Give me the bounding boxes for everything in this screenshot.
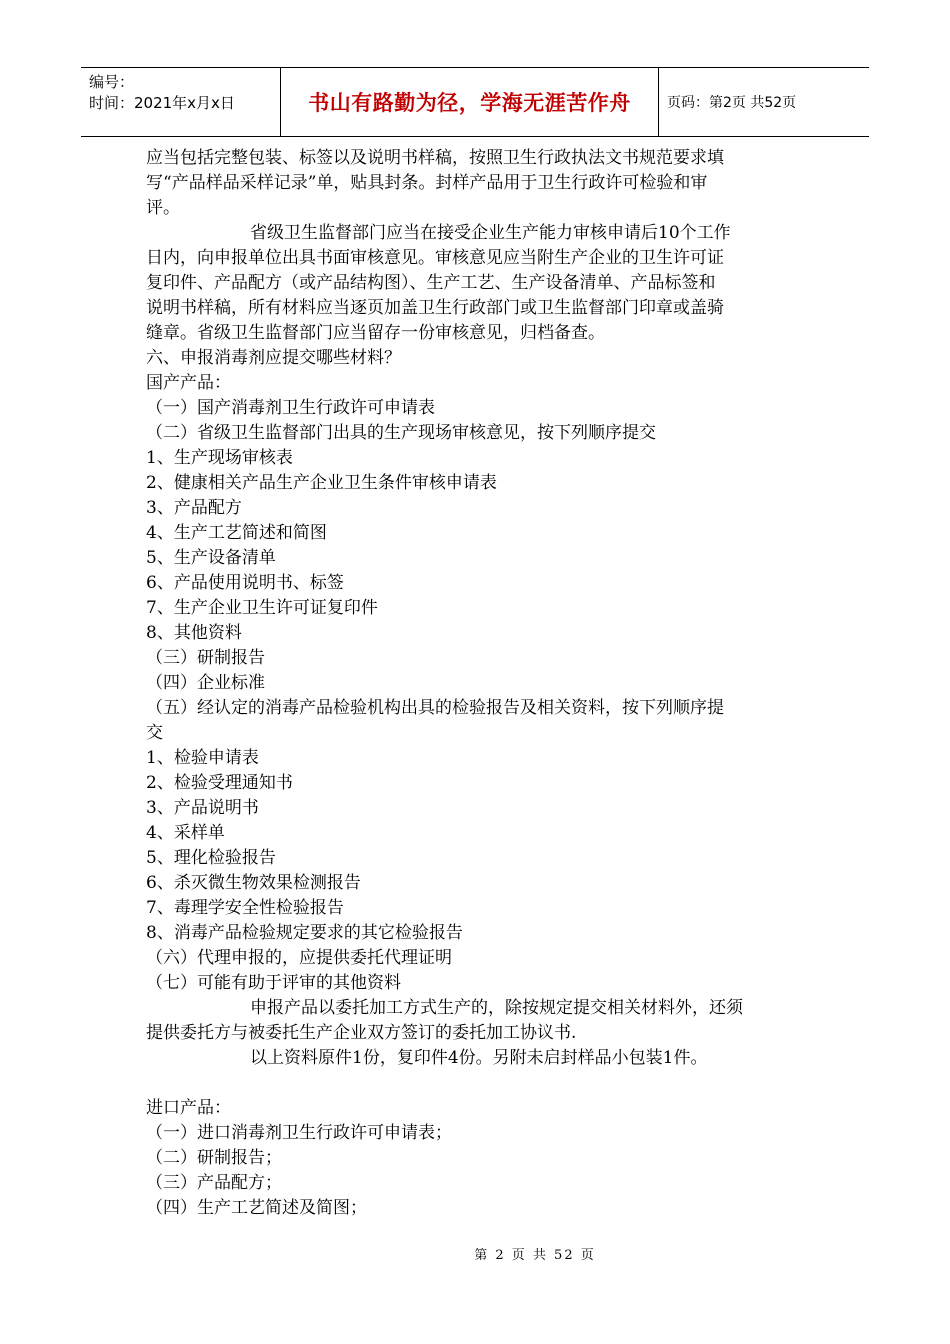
body-line: 日内，向申报单位出具书面审核意见。审核意见应当附生产企业的卫生许可证: [146, 248, 724, 268]
body-line: 应当包括完整包装、标签以及说明书样稿，按照卫生行政执法文书规范要求填: [146, 148, 724, 168]
list-item: （一）国产消毒剂卫生行政许可申请表: [146, 398, 435, 418]
list-item: （二）省级卫生监督部门出具的生产现场审核意见，按下列顺序提交: [146, 423, 656, 443]
list-item: 4、生产工艺简述和简图: [146, 523, 327, 543]
page-header: [81, 67, 869, 137]
body-line: 说明书样稿，所有材料应当逐页加盖卫生行政部门或卫生监督部门印章或盖骑: [146, 298, 724, 318]
subsection-heading: 进口产品：: [146, 1098, 231, 1118]
list-item: 3、产品配方: [146, 498, 242, 518]
body-line: 缝章。省级卫生监督部门应当留存一份审核意见，归档备查。: [146, 323, 605, 343]
section-heading: 六、申报消毒剂应提交哪些材料？: [146, 348, 401, 368]
list-item: 5、生产设备清单: [146, 548, 276, 568]
list-item: 2、检验受理通知书: [146, 773, 293, 793]
list-item: （五）经认定的消毒产品检验机构出具的检验报告及相关资料，按下列顺序提: [146, 698, 724, 718]
list-item: 7、生产企业卫生许可证复印件: [146, 598, 378, 618]
list-item: 5、理化检验报告: [146, 848, 276, 868]
body-line: 申报产品以委托加工方式生产的，除按规定提交相关材料外，还须: [250, 998, 743, 1018]
list-item: 8、消毒产品检验规定要求的其它检验报告: [146, 923, 463, 943]
document-number-label: 编号：: [89, 73, 135, 91]
blank-line: [146, 1071, 806, 1096]
document-time-label: 时间：2021年x月x日: [89, 94, 235, 112]
list-item: （七）可能有助于评审的其他资料: [146, 973, 401, 993]
body-line: 复印件、产品配方（或产品结构图）、生产工艺、生产设备清单、产品标签和: [146, 273, 716, 293]
list-item: 6、产品使用说明书、标签: [146, 573, 344, 593]
header-motto: 书山有路勤为径，学海无涯苦作舟: [308, 91, 631, 115]
list-item: 3、产品说明书: [146, 798, 259, 818]
list-item: （二）研制报告；: [146, 1148, 282, 1168]
list-item: （一）进口消毒剂卫生行政许可申请表；: [146, 1123, 452, 1143]
header-page-info: 页码：第2页 共52页: [667, 95, 797, 111]
list-item: 交: [146, 723, 163, 743]
list-item: 7、毒理学安全性检验报告: [146, 898, 344, 918]
list-item: （四）企业标准: [146, 673, 265, 693]
list-item: 2、健康相关产品生产企业卫生条件审核申请表: [146, 473, 497, 493]
list-item: （三）产品配方；: [146, 1173, 282, 1193]
list-item: 1、生产现场审核表: [146, 448, 293, 468]
header-meta: [81, 68, 281, 136]
document-body: [146, 146, 806, 1221]
list-item: 8、其他资料: [146, 623, 242, 643]
subsection-heading: 国产产品：: [146, 373, 231, 393]
list-item: （四）生产工艺简述及简图；: [146, 1198, 367, 1218]
body-line: 评。: [146, 198, 180, 218]
list-item: 4、采样单: [146, 823, 225, 843]
header-motto-cell: [281, 68, 659, 136]
page-footer: 第 2 页 共 52 页: [474, 1248, 596, 1263]
list-item: 1、检验申请表: [146, 748, 259, 768]
body-line: 写“产品样品采样记录”单，贴具封条。封样产品用于卫生行政许可检验和审: [146, 173, 708, 193]
list-item: （三）研制报告: [146, 648, 265, 668]
list-item: （六）代理申报的，应提供委托代理证明: [146, 948, 452, 968]
list-item: 6、杀灭微生物效果检测报告: [146, 873, 361, 893]
body-line: 以上资料原件1份，复印件4份。另附未启封样品小包装1件。: [250, 1048, 708, 1068]
body-line: 省级卫生监督部门应当在接受企业生产能力审核申请后10个工作: [250, 223, 731, 243]
body-line: 提供委托方与被委托生产企业双方签订的委托加工协议书.: [146, 1023, 577, 1043]
